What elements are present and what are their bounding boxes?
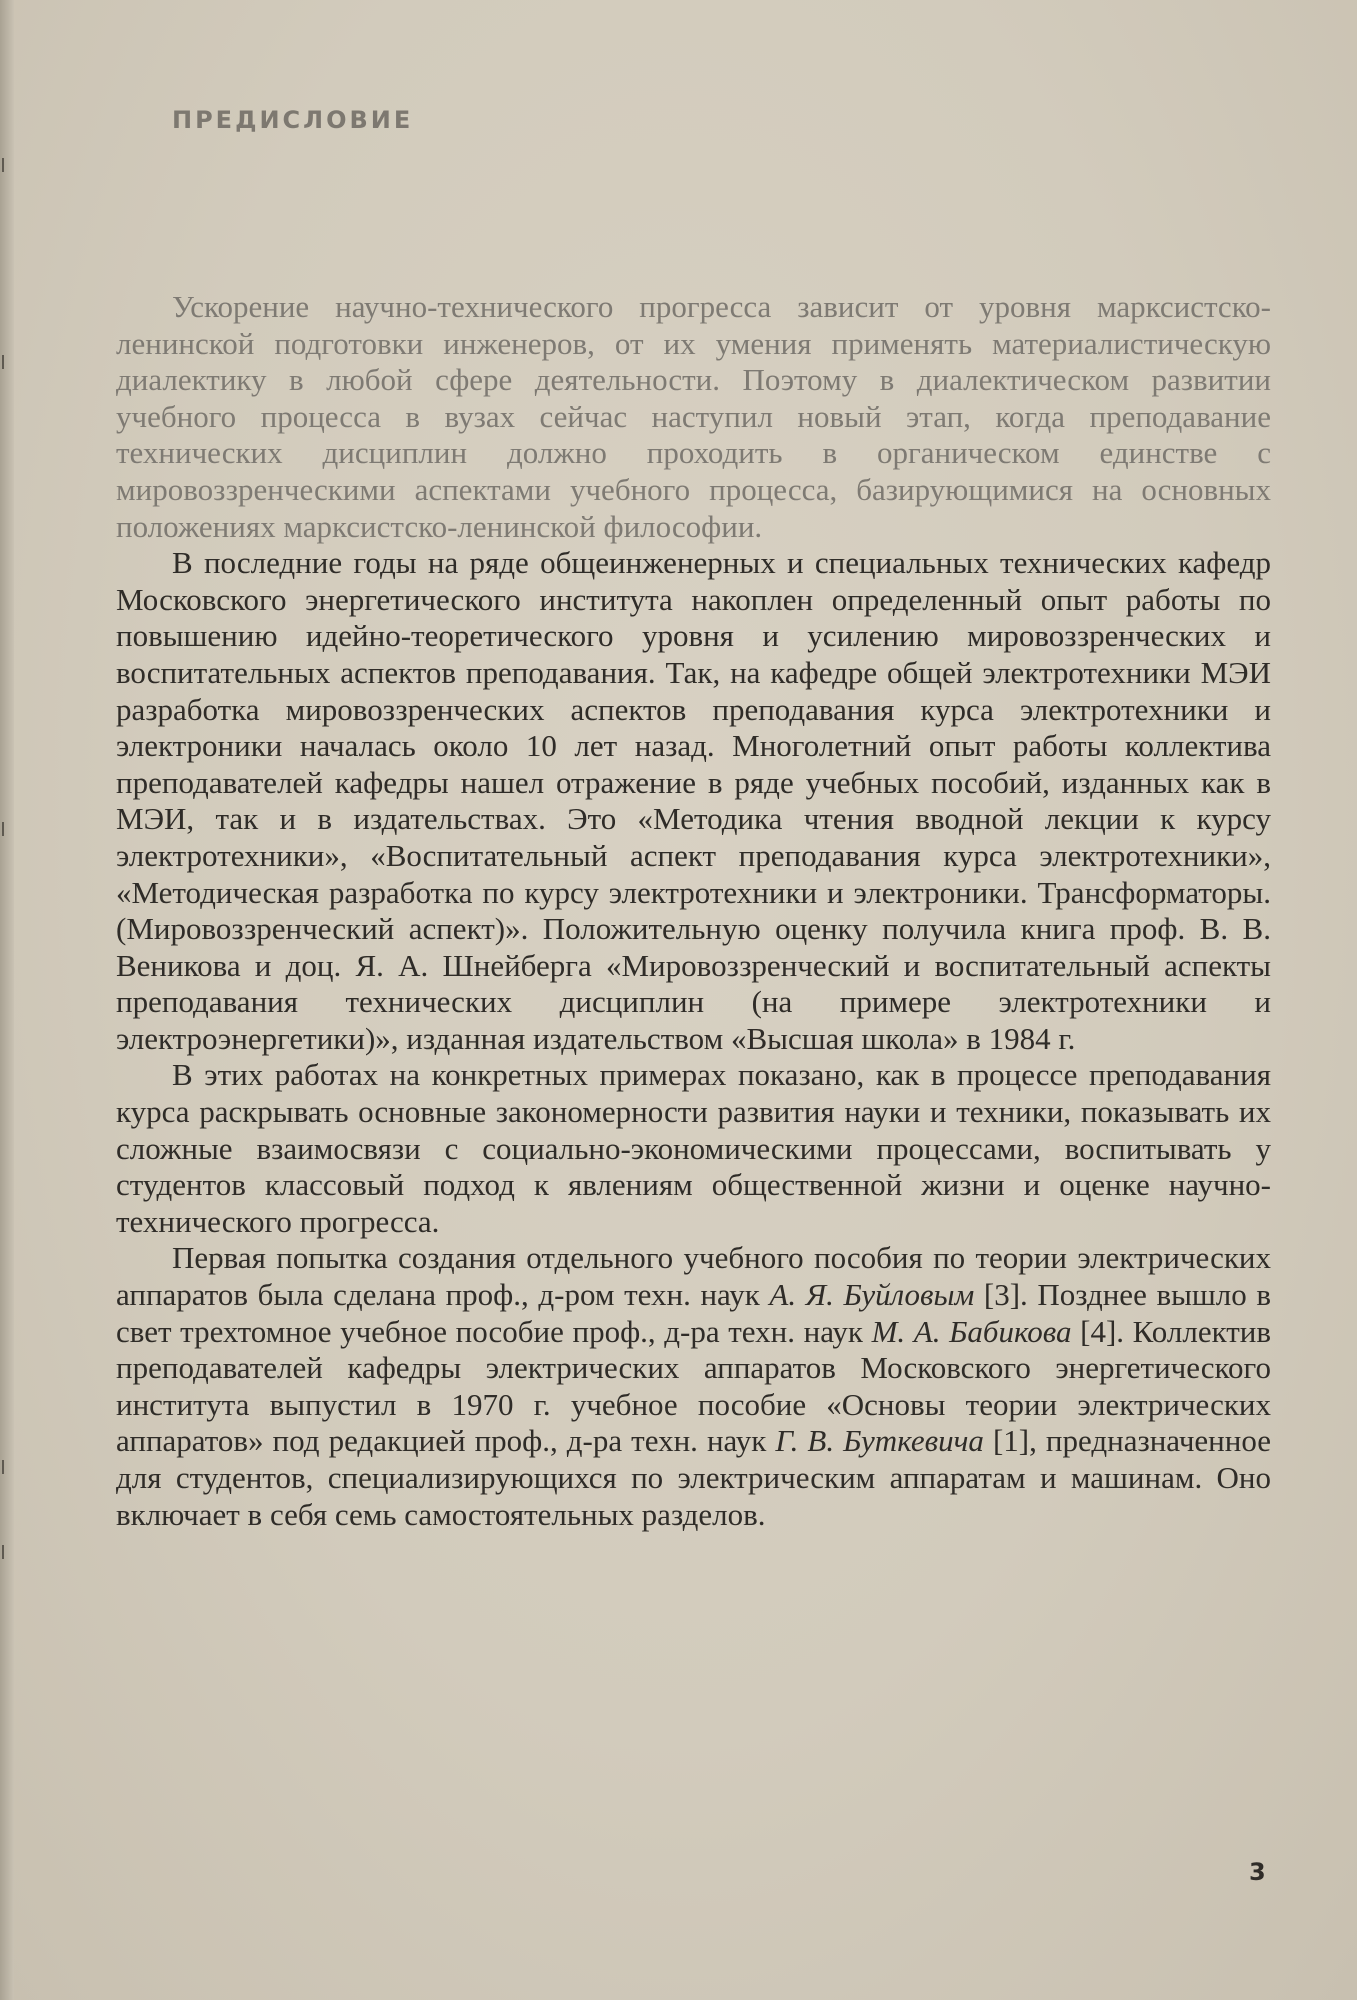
page-binding-edge [0, 0, 14, 2000]
paragraph-text-part: [3]. Позднее вышло в свет трехтомное учебное пособие проф., д-ра техн. наук [116, 1277, 1272, 1349]
author-name: Г. В. Буткевича [775, 1423, 984, 1459]
margin-mark [2, 1545, 10, 1559]
margin-mark [2, 355, 10, 369]
author-name: М. А. Бабикова [871, 1313, 1072, 1349]
paragraph-text-part: [1], предназначенное для студентов, специализирующихся по электрическим аппаратам и машинам. Оно включает в себя семь самостоятельных разделов. [116, 1423, 1271, 1532]
paragraph-text-part: [4]. Коллектив преподавателей кафедры электрических аппаратов Московского энергетического института выпустил в 1970 г. учебное пособие «Основы теории электрических аппаратов» под редакцией проф., д-ра техн. наук [116, 1313, 1271, 1459]
page-title: ПРЕДИСЛОВИЕ [172, 106, 414, 134]
paragraph-intro: Ускорение научно-технического прогресса зависит от уровня марксистско-ленинской подготовки инженеров, от их умения применять материалистическую диалектику в любой сфере деятельности. Поэтому в диалектическом развитии учебного процесса в вузах сейчас наступил новый этап, когда преподавание технических дисциплин должно проходить в органическом единстве с мировоззренческими аспектами учебного процесса, базирующимися на основных положениях марксистско-ленинской философии. [116, 289, 1271, 544]
margin-mark [2, 822, 10, 836]
paragraph-text-part: Первая попытка создания отдельного учебного пособия по теории электрических аппаратов была сделана проф., д-ром техн. наук [116, 1240, 1271, 1313]
body-text [116, 289, 1271, 1533]
margin-mark [2, 1460, 10, 1474]
margin-mark [2, 158, 10, 172]
paragraph-first-attempt [116, 1240, 1271, 1533]
paragraph-examples: В этих работах на конкретных примерах показано, как в процессе преподавания курса раскрывать основные закономерности развития науки и техники, показывать их сложные взаимосвязи с социально-экономическими процессами, воспитывать у студентов классовый подход к явлениям общественной жизни и оценке научно-технического прогресса. [116, 1057, 1271, 1239]
paragraph-mei-experience: В последние годы на ряде общеинженерных и специальных технических кафедр Московского энергетического института накоплен определенный опыт работы по повышению идейно-теоретического уровня и усилению мировоззренческих и воспитательных аспектов преподавания. Так, на кафедре общей электротехники МЭИ разработка мировоззренческих аспектов преподавания курса электротехники и электроники началась около 10 лет назад. Многолетний опыт работы коллектива преподавателей кафедры нашел отражение в ряде учебных пособий, изданных как в МЭИ, так и в издательствах. Это «Методика чтения вводной лекции к курсу электротехники», «Воспитательный аспект преподавания курса электротехники», «Методическая разработка по курсу электротехники и электроники. Трансформаторы. (Мировоззренческий аспект)». Положительную оценку получила книга проф. В. В. Веникова и доц. Я. А. Шнейберга «Мировоззренческий и воспитательный аспекты преподавания технических дисциплин (на примере электротехники и электроэнергетики)», изданная издательством «Высшая школа» в 1984 г. [116, 545, 1271, 1056]
author-name: А. Я. Буйловым [769, 1277, 975, 1313]
page-number: 3 [1249, 1858, 1266, 1886]
